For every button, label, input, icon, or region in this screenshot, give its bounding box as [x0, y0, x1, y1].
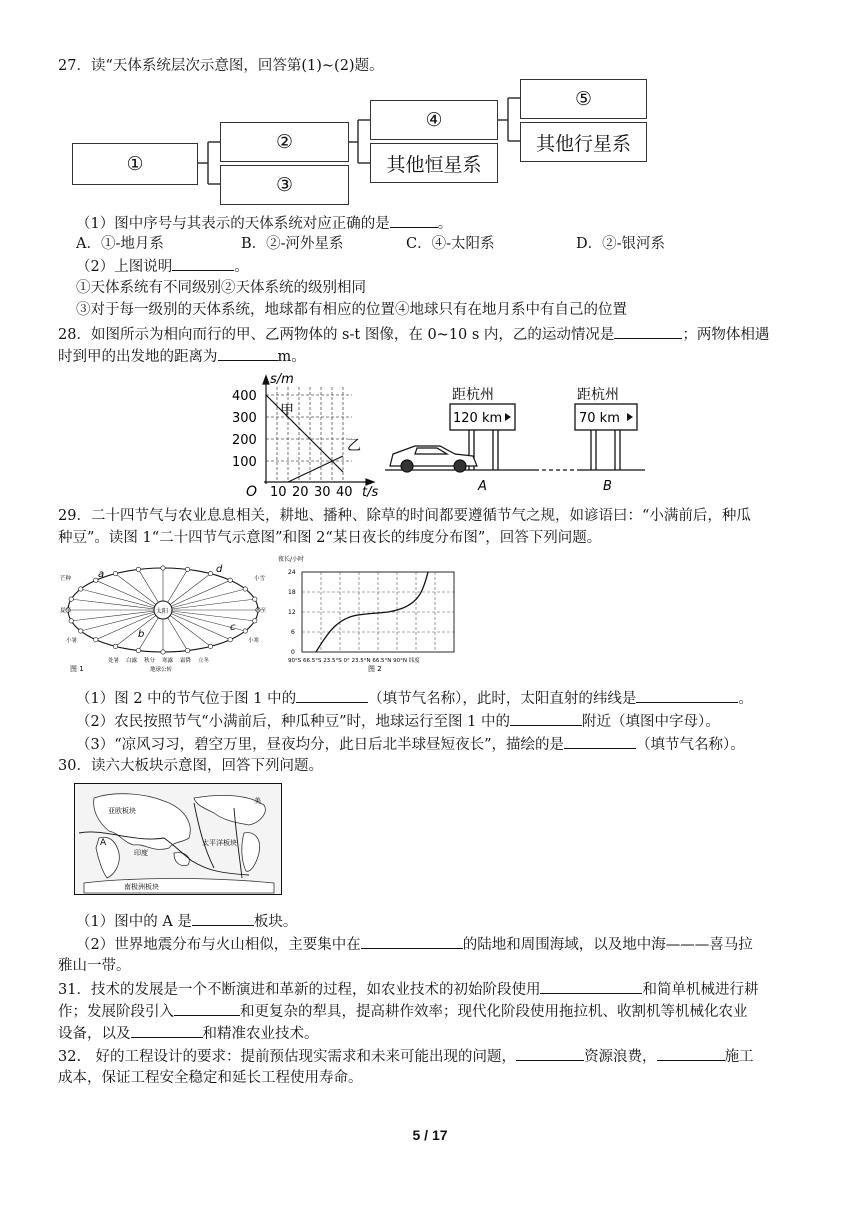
answer-blank[interactable]: [564, 734, 636, 749]
q31-text-c: 作；发展阶段引入: [58, 1004, 174, 1020]
q28-text-c: 时到甲的出发地的距离为: [58, 349, 218, 365]
q30-s2-text-a: （2）世界地震分布与火山相似，主要集中在: [76, 937, 361, 953]
sign-b-distance: 70 km: [579, 411, 620, 426]
q31-text-a: 31．技术的发展是一个不断演进和革新的过程，如农业技术的初始阶段使用: [58, 982, 541, 998]
q27-title: 27．读“天体系统层次示意图，回答第(1)~(2)题。: [58, 58, 384, 74]
q30-s1-text-b: 板块。: [253, 914, 298, 930]
label-america: 美: [254, 797, 261, 805]
q27-sub1-end: 。: [437, 216, 453, 232]
q31-text-f: 和精准农业技术。: [202, 1026, 319, 1042]
earth-position-marker: [253, 597, 257, 601]
answer-blank[interactable]: [361, 934, 463, 949]
box-3: ③: [220, 165, 349, 205]
label-pacific-plate: 太平洋板块: [202, 839, 237, 847]
q27-sub2-end: 。: [234, 259, 249, 275]
origin-label: O: [246, 484, 258, 498]
q32-line1: [58, 1046, 754, 1067]
fig2-caption: 图 2: [368, 665, 382, 673]
term-b3: 秋分: [144, 658, 156, 664]
term-xiazhi: 夏至: [60, 608, 72, 614]
orbit-spoke: [81, 589, 163, 610]
y-tick-100: 100: [232, 455, 257, 470]
q31-text-b: 和简单机械进行耕: [642, 982, 759, 998]
q27-sub2: [76, 256, 249, 277]
label-antarctic-plate: 南极洲板块: [124, 883, 159, 891]
box-5: ⑤: [520, 79, 647, 119]
fig1-caption: 图 1: [70, 665, 84, 673]
line-jia: [266, 395, 343, 472]
label-yi: 乙: [347, 438, 361, 454]
sign-a-distance: 120 km: [453, 411, 503, 426]
q32-text-a: 32. 好的工程设计的要求：提前预估现实需求和未来可能出现的问题，: [58, 1049, 517, 1065]
q27-sub1-text: （1）图中序号与其表示的天体系统对应正确的是: [76, 216, 390, 232]
answer-blank[interactable]: [657, 1046, 725, 1061]
q30-s2-text-b: 的陆地和周围海域，以及地中海———喜马拉: [462, 937, 753, 953]
q29-sub3: [76, 734, 745, 755]
earth-position-marker: [136, 567, 140, 571]
road-signs-figure: [385, 380, 675, 498]
orbit-spoke: [81, 610, 163, 631]
letter-c: c: [230, 622, 236, 633]
box-2: ②: [220, 122, 349, 162]
option-b[interactable]: B．②-河外星系: [241, 236, 344, 252]
answer-blank[interactable]: [614, 324, 682, 339]
q32-text-c: 施工: [724, 1049, 754, 1065]
x-tick-20: 20: [292, 485, 309, 498]
q27-sub1: [76, 213, 452, 234]
label-india: 印度: [134, 849, 148, 857]
earth-position-marker: [243, 587, 247, 591]
x-axis-label: t/s: [362, 485, 379, 498]
q30-s1-text-a: （1）图中的 A 是: [76, 914, 192, 930]
answer-blank[interactable]: [172, 256, 234, 271]
fig2-ytick-6: 6: [291, 629, 295, 636]
sun-label: 太阳: [156, 608, 169, 615]
letter-b: b: [138, 629, 145, 640]
q28-text-d: m。: [277, 349, 306, 365]
q28-line1: [58, 324, 769, 345]
answer-blank[interactable]: [192, 911, 254, 926]
q29-s2-text-a: （2）农民按照节气“小满前后，种瓜种豆”时，地球运行至图 1 中的: [76, 714, 510, 730]
earth-position-marker: [69, 619, 73, 623]
term-b5: 霜降: [180, 658, 192, 664]
box-1: ①: [72, 143, 198, 185]
option-d[interactable]: D．②-银河系: [576, 236, 666, 252]
car-icon: [390, 446, 477, 472]
x-tick-30: 30: [314, 485, 331, 498]
q27-statement-a: ①天体系统有不同级别②天体系统的级别相同: [76, 280, 366, 296]
term-xiaohan: 小寒: [248, 638, 260, 644]
term-b6: 立冬: [198, 658, 210, 664]
y-tick-200: 200: [232, 433, 257, 448]
point-b: B: [603, 479, 612, 494]
q31-text-e: 设备，以及: [58, 1026, 131, 1042]
point-a: A: [478, 479, 487, 494]
term-b4: 寒露: [162, 658, 174, 664]
earth-position-marker: [79, 587, 83, 591]
solar-terms-figure: [58, 552, 268, 674]
answer-blank[interactable]: [218, 346, 278, 361]
term-xiaoshu: 小暑: [66, 638, 78, 644]
q32-line2: 成本，保证工程安全稳定和延长工程使用寿命。: [58, 1070, 363, 1086]
q29-s3-text-b: （填节气名称）。: [636, 737, 745, 753]
box-4: ④: [370, 100, 498, 140]
earth-position-marker: [208, 644, 212, 648]
answer-blank[interactable]: [131, 1023, 203, 1038]
x-tick-10: 10: [270, 485, 287, 498]
fig2-ylabel: 夜长/小时: [278, 556, 305, 563]
orbit-spoke: [71, 599, 163, 610]
q29-sub1: [76, 688, 753, 709]
night-length-chart: [278, 552, 478, 674]
earth-position-marker: [228, 637, 232, 641]
fig2-ytick-0: 0: [291, 649, 295, 656]
fig2-xticks: 90°S 66.5°S 23.5°S 0° 23.5°N 66.5°N 90°N 纬度: [288, 658, 420, 664]
q30-sub2-cont: 雅山一带。: [58, 958, 131, 974]
plates-map: [74, 783, 282, 895]
answer-blank[interactable]: [510, 711, 582, 726]
fig2-ytick-24: 24: [288, 569, 296, 576]
q28-text-b: ；两物体相遇: [682, 327, 770, 343]
y-tick-400: 400: [232, 389, 257, 404]
q31-line2: [58, 1001, 748, 1022]
term-b1: 处暑: [108, 658, 120, 664]
q31-line3: [58, 1023, 319, 1044]
x-tick-40: 40: [336, 485, 353, 498]
earth-position-marker: [243, 629, 247, 633]
earth-position-marker: [136, 648, 140, 652]
page-number: 5 / 17: [412, 1127, 448, 1143]
q27-statement-b: ③对于每一级别的天体系统，地球都有相应的位置④地球只有在地月系中有自己的位置: [76, 302, 627, 318]
orbit-spoke: [163, 610, 255, 621]
earth-position-marker: [69, 597, 73, 601]
label-eurasian-plate: 亚欧板块: [108, 807, 136, 815]
term-xiaoxue: 小雪: [254, 576, 266, 582]
label-jia: 甲: [280, 403, 294, 419]
earth-position-marker: [161, 566, 165, 570]
box-other-planet-system: 其他行星系: [520, 122, 647, 162]
y-axis-label: s/m: [270, 372, 294, 387]
earth-position-marker: [253, 619, 257, 623]
q32-text-b: 资源浪费，: [584, 1049, 657, 1065]
q30-sub2: [76, 934, 753, 955]
sign-b-title: 距杭州: [577, 387, 619, 403]
letter-a: a: [98, 569, 105, 580]
term-b2: 白露: [126, 658, 138, 664]
q31-text-d: 和更复杂的犁具，提高耕作效率；现代化阶段使用拖拉机、收割机等机械化农业: [240, 1004, 748, 1020]
term-dongzhi: 冬至: [255, 608, 267, 614]
q28-text-a: 28．如图所示为相向而行的甲、乙两物体的 s-t 图像，在 0~10 s 内，乙的运动情况是: [58, 327, 615, 343]
earth-position-marker: [161, 650, 165, 654]
answer-blank[interactable]: [636, 688, 738, 703]
q29-s3-text-a: （3）“凉风习习，碧空万里，昼夜均分，此日后北半球昼短夜长”，描绘的是: [76, 737, 565, 753]
box-other-star-system: 其他恒星系: [370, 143, 498, 183]
q29-s1-text-b: （填节气名称），此时，太阳直射的纬线是: [368, 691, 637, 707]
fig2-ytick-18: 18: [288, 589, 296, 596]
q29-line2: 种豆”。读图 1“二十四节气示意图”和图 2“某日夜长的纬度分布图”，回答下列问题。: [58, 530, 602, 546]
option-c[interactable]: C．④-太阳系: [406, 236, 495, 252]
earth-position-marker: [208, 571, 212, 575]
q29-s2-text-b: 附近（填图中字母）。: [582, 714, 720, 730]
q31-line1: [58, 979, 758, 1000]
answer-blank[interactable]: [516, 1046, 584, 1061]
q29-s1-text-c: 。: [738, 691, 753, 707]
q29-sub2: [76, 711, 720, 732]
orbit-spoke: [163, 599, 255, 610]
sign-a-title: 距杭州: [452, 387, 494, 403]
earth-position-marker: [113, 571, 117, 575]
answer-blank[interactable]: [540, 979, 642, 994]
answer-blank[interactable]: [174, 1001, 240, 1016]
earth-position-marker: [94, 637, 98, 641]
earth-position-marker: [228, 578, 232, 582]
q27-sub2-text: （2）上图说明: [76, 259, 173, 275]
term-mangzhong: 芒种: [60, 576, 72, 582]
q29-s1-text-a: （1）图 2 中的节气位于图 1 中的: [76, 691, 297, 707]
orbit-spoke: [163, 589, 245, 610]
q30-sub1: [76, 911, 297, 932]
st-graph: [230, 372, 380, 498]
q30-title: 30．读六大板块示意图，回答下列问题。: [58, 758, 323, 774]
fig2-ytick-12: 12: [288, 609, 296, 616]
letter-d: d: [216, 564, 223, 575]
earth-position-marker: [185, 648, 189, 652]
earth-position-marker: [113, 644, 117, 648]
q29-line1: 29．二十四节气与农业息息相关，耕地、播种、除草的时间都要遵循节气之规，如谚语曰：“小满前后，种瓜: [58, 508, 751, 524]
earth-position-marker: [185, 567, 189, 571]
y-tick-300: 300: [232, 411, 257, 426]
answer-blank[interactable]: [296, 688, 368, 703]
q28-line2: [58, 346, 306, 367]
label-a: A: [100, 838, 107, 848]
earth-position-marker: [79, 629, 83, 633]
line-yi: [288, 456, 343, 482]
answer-blank[interactable]: [390, 213, 438, 228]
orbit-spoke: [71, 610, 163, 621]
option-a[interactable]: A．①-地月系: [76, 236, 164, 252]
orbit-label: 地球公转: [150, 667, 173, 673]
